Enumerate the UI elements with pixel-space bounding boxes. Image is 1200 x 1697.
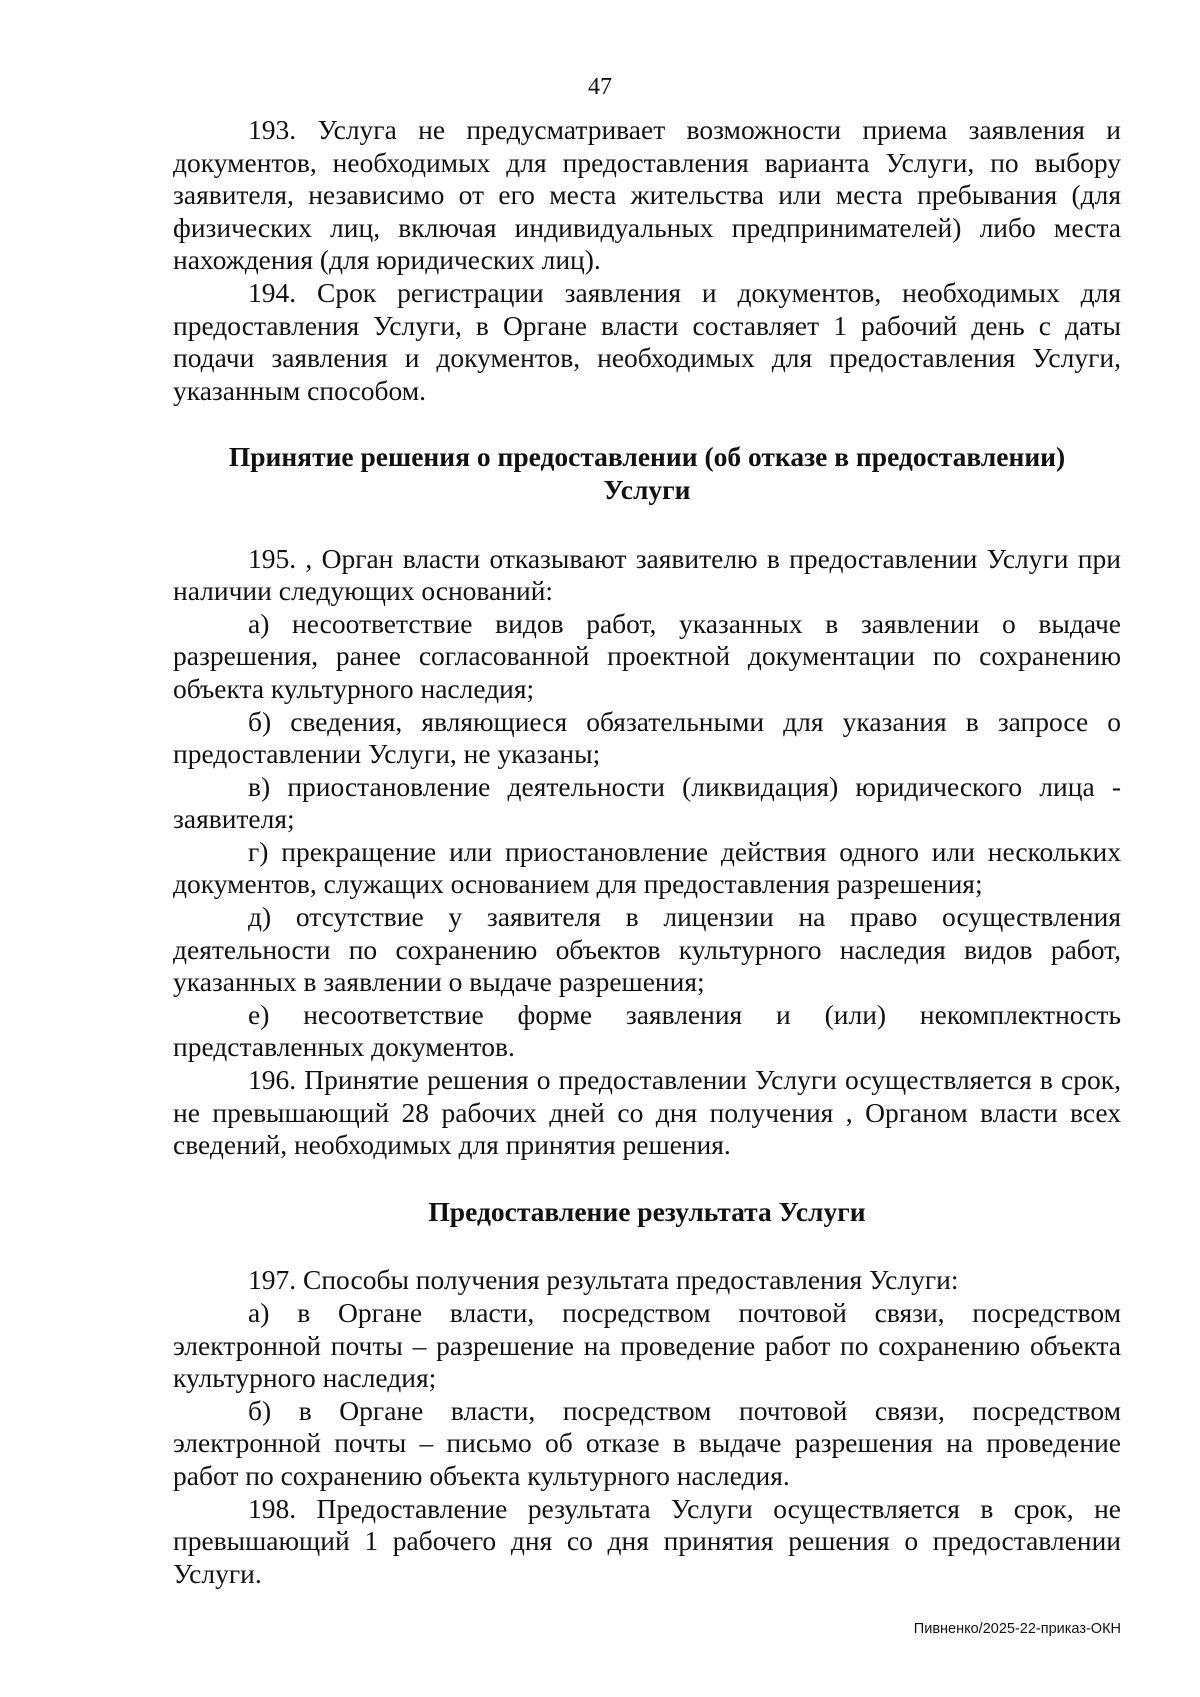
document-body — [173, 114, 1121, 1590]
spacer — [173, 1162, 1121, 1196]
paragraph-197-a: а) в Органе власти, посредством почтовой связи, посредством электронной почты – разрешение на проведение работ по сохранению объекта культурного наследия; — [173, 1297, 1121, 1394]
document-footer-code: Пивненко/2025-22-приказ-ОКН — [913, 1621, 1121, 1637]
paragraph-195-e: е) несоответствие форме заявления и (или) некомплектность представленных документов. — [173, 998, 1121, 1063]
paragraph-195-b: б) сведения, являющиеся обязательными для указания в запросе о предоставлении Услуги, не указаны; — [173, 705, 1121, 770]
paragraph-194: 194. Срок регистрации заявления и документов, необходимых для предоставления Услуги, в Органе власти составляет 1 рабочий день с даты подачи заявления и документов, необходимых для предоставления Услуги, указанным способом. — [173, 276, 1121, 406]
paragraph-193: 193. Услуга не предусматривает возможности приема заявления и документов, необходимых для предоставления варианта Услуги, по выбору заявителя, независимо от его места жительства или места пребывания (для физических лиц, включая индивидуальных предпринимателей) либо места нахождения (для юридических лиц). — [173, 114, 1121, 276]
paragraph-195: 195. , Орган власти отказывают заявителю в предоставлении Услуги при наличии следующих оснований: — [173, 542, 1121, 607]
section-heading-decision-line2: Услуги — [603, 473, 691, 505]
page-number: 47 — [588, 74, 612, 100]
paragraph-195-a: а) несоответствие видов работ, указанных в заявлении о выдаче разрешения, ранее согласованной проектной документации по сохранению объекта культурного наследия; — [173, 607, 1121, 704]
paragraph-195-d: д) отсутствие у заявителя в лицензии на право осуществления деятельности по сохранению объектов культурного наследия видов работ, указанных в заявлении о выдаче разрешения; — [173, 901, 1121, 998]
paragraph-195-g: г) прекращение или приостановление действия одного или нескольких документов, служащих основанием для предоставления разрешения; — [173, 835, 1121, 900]
section-heading-decision-line1: Принятие решения о предоставлении (об отказе в предоставлении) — [228, 441, 1066, 473]
paragraph-196: 196. Принятие решения о предоставлении Услуги осуществляется в срок, не превышающий 28 рабочих дней со дня получения , Органом власти всех сведений, необходимых для принятия решения. — [173, 1064, 1121, 1161]
paragraph-195-v: в) приостановление деятельности (ликвидация) юридического лица - заявителя; — [173, 770, 1121, 835]
paragraph-198: 198. Предоставление результата Услуги осуществляется в срок, не превышающий 1 рабочего дня со дня принятия решения о предоставлении Услуги. — [173, 1492, 1121, 1589]
spacer — [173, 1228, 1121, 1264]
paragraph-197: 197. Способы получения результата предоставления Услуги: — [248, 1264, 959, 1296]
spacer — [173, 407, 1121, 441]
section-heading-decision — [173, 441, 1121, 506]
spacer — [173, 507, 1121, 543]
section-heading-result: Предоставление результата Услуги — [428, 1195, 866, 1227]
paragraph-197-b: б) в Органе власти, посредством почтовой связи, посредством электронной почты – письмо об отказе в выдаче разрешения на проведение работ по сохранению объекта культурного наследия. — [173, 1394, 1121, 1491]
